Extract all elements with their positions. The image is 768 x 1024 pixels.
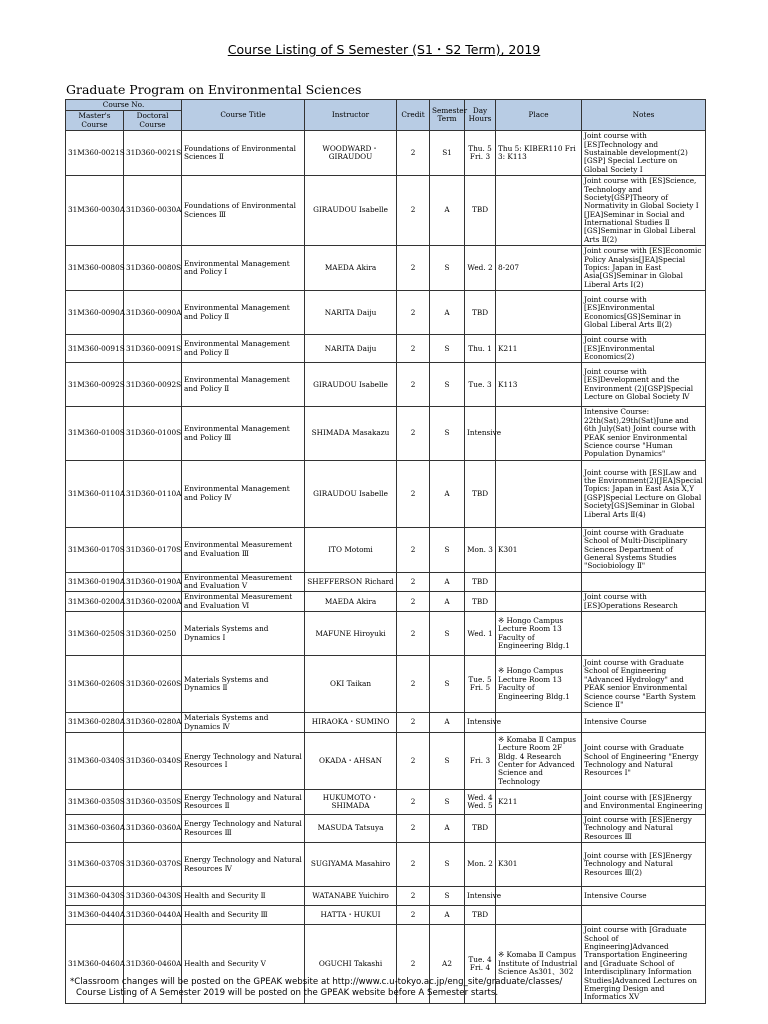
- place-cell: [496, 291, 582, 335]
- header-course-title: Course Title: [182, 100, 305, 131]
- header-notes: Notes: [582, 100, 706, 131]
- page-title: Course Listing of S Semester (S1・S2 Term), 2019: [227, 42, 541, 57]
- master-course-no-cell: 31M360-0350S: [66, 790, 124, 815]
- place-cell: K301: [496, 527, 582, 572]
- semester-term-cell: S: [430, 246, 465, 291]
- notes-cell: Joint course with Graduate School of Engineering "Advanced Hydrology" and PEAK senior Environmental Science course "Earth System Science Ⅱ": [582, 656, 706, 713]
- credit-cell: 2: [397, 612, 430, 656]
- credit-cell: 2: [397, 733, 430, 790]
- place-cell: Thu 5: KIBER110 Fri 3: K113: [496, 131, 582, 176]
- instructor-cell: OKI Taikan: [305, 656, 397, 713]
- table-row: [66, 790, 706, 815]
- course-title-cell: Environmental Measurement and Evaluation Ⅴ: [182, 572, 305, 592]
- semester-term-cell: A2: [430, 925, 465, 1004]
- day-hours-cell: Mon. 2: [465, 843, 496, 887]
- doctoral-course-no-cell: 31D360-0190A: [124, 572, 182, 592]
- course-title-cell: Health and Security Ⅲ: [182, 906, 305, 925]
- table-row: [66, 713, 706, 733]
- instructor-cell: WATANABE Yuichiro: [305, 887, 397, 906]
- course-title-cell: Environmental Measurement and Evaluation Ⅲ: [182, 527, 305, 572]
- day-hours-cell: Wed. 4 Wed. 5: [465, 790, 496, 815]
- place-cell: [496, 407, 582, 460]
- day-hours-cell: TBD: [465, 460, 496, 527]
- place-cell: [496, 887, 582, 906]
- notes-cell: Joint course with [ES]Development and the Environment (2)[GSP]Special Lecture on Global Society Ⅳ: [582, 363, 706, 407]
- table-row: [66, 656, 706, 713]
- table-row: [66, 906, 706, 925]
- notes-cell: Joint course with [ES]Environmental Economics[GS]Seminar in Global Liberal Arts Ⅱ(2): [582, 291, 706, 335]
- table-row: [66, 887, 706, 906]
- table-row: [66, 843, 706, 887]
- table-row: [66, 592, 706, 612]
- day-hours-cell: Tue. 5 Fri. 5: [465, 656, 496, 713]
- notes-cell: [582, 572, 706, 592]
- master-course-no-cell: 31M360-0370S: [66, 843, 124, 887]
- notes-cell: Joint course with [ES]Law and the Environment(2)[JEA]Special Topics: Japan in East Asia X,Y [GSP]Special Lecture on Global Society[GS]Seminar in Global Liberal Arts Ⅱ(4): [582, 460, 706, 527]
- day-hours-cell: Wed. 2: [465, 246, 496, 291]
- table-row: [66, 131, 706, 176]
- course-title-cell: Health and Security Ⅴ: [182, 925, 305, 1004]
- semester-term-cell: S: [430, 843, 465, 887]
- day-hours-cell: Intensive: [465, 887, 496, 906]
- course-title-cell: Health and Security Ⅱ: [182, 887, 305, 906]
- doctoral-course-no-cell: 31D360-0360A: [124, 815, 182, 843]
- place-cell: ※ Hongo Campus Lecture Room 13 Faculty of Engineering Bldg.1: [496, 612, 582, 656]
- semester-term-cell: A: [430, 572, 465, 592]
- semester-term-cell: A: [430, 815, 465, 843]
- day-hours-cell: TBD: [465, 906, 496, 925]
- instructor-cell: OGUCHI Takashi: [305, 925, 397, 1004]
- header-credit: Credit: [397, 100, 430, 131]
- course-title-cell: Environmental Management and Policy Ⅱ: [182, 363, 305, 407]
- notes-cell: Intensive Course: [582, 713, 706, 733]
- instructor-cell: SHIMADA Masakazu: [305, 407, 397, 460]
- master-course-no-cell: 31M360-0440A: [66, 906, 124, 925]
- instructor-cell: GIRAUDOU Isabelle: [305, 460, 397, 527]
- instructor-cell: ITO Motomi: [305, 527, 397, 572]
- course-title-cell: Materials Systems and Dynamics Ⅰ: [182, 612, 305, 656]
- table-row: [66, 291, 706, 335]
- table-row: [66, 407, 706, 460]
- notes-cell: Joint course with Graduate School of Engineering "Energy Technology and Natural Resources Ⅰ": [582, 733, 706, 790]
- doctoral-course-no-cell: 31D360-0370S: [124, 843, 182, 887]
- credit-cell: 2: [397, 407, 430, 460]
- doctoral-course-no-cell: 31D360-0340S: [124, 733, 182, 790]
- table-row: [66, 176, 706, 246]
- master-course-no-cell: 31M360-0110A: [66, 460, 124, 527]
- course-title-cell: Materials Systems and Dynamics Ⅳ: [182, 713, 305, 733]
- instructor-cell: MASUDA Tatsuya: [305, 815, 397, 843]
- course-title-cell: Foundations of Environmental Sciences Ⅱ: [182, 131, 305, 176]
- credit-cell: 2: [397, 363, 430, 407]
- master-course-no-cell: 31M360-0280A: [66, 713, 124, 733]
- header-semester-term: Semester Term: [430, 100, 465, 131]
- doctoral-course-no-cell: 31D360-0080S: [124, 246, 182, 291]
- instructor-cell: OKADA・AHSAN: [305, 733, 397, 790]
- place-cell: ※ Hongo Campus Lecture Room 13 Faculty of Engineering Bldg.1: [496, 656, 582, 713]
- instructor-cell: MAEDA Akira: [305, 246, 397, 291]
- credit-cell: 2: [397, 887, 430, 906]
- semester-term-cell: S: [430, 363, 465, 407]
- notes-cell: Joint course with [ES]Technology and Sustainable development(2)[GSP] Special Lecture on Global Society Ⅰ: [582, 131, 706, 176]
- master-course-no-cell: 31M360-0170S: [66, 527, 124, 572]
- place-cell: K211: [496, 335, 582, 363]
- table-row: [66, 733, 706, 790]
- place-cell: ※ Komaba Ⅱ Campus Institute of Industrial Science As301、302: [496, 925, 582, 1004]
- credit-cell: 2: [397, 572, 430, 592]
- semester-term-cell: A: [430, 176, 465, 246]
- table-row: [66, 815, 706, 843]
- header-doctoral: Doctoral Course: [124, 111, 182, 131]
- table-row: [66, 572, 706, 592]
- course-title-cell: Foundations of Environmental Sciences Ⅲ: [182, 176, 305, 246]
- semester-term-cell: S: [430, 656, 465, 713]
- credit-cell: 2: [397, 176, 430, 246]
- master-course-no-cell: 31M360-0340S: [66, 733, 124, 790]
- place-cell: [496, 592, 582, 612]
- credit-cell: 2: [397, 246, 430, 291]
- table-row: [66, 527, 706, 572]
- footnote: [70, 977, 750, 999]
- doctoral-course-no-cell: 31D360-0092S: [124, 363, 182, 407]
- doctoral-course-no-cell: 31D360-0280A: [124, 713, 182, 733]
- semester-term-cell: S: [430, 733, 465, 790]
- doctoral-course-no-cell: 31D360-0091S: [124, 335, 182, 363]
- semester-term-cell: S: [430, 527, 465, 572]
- day-hours-cell: Tue. 3: [465, 363, 496, 407]
- master-course-no-cell: 31M360-0100S: [66, 407, 124, 460]
- table-row: [66, 363, 706, 407]
- place-cell: [496, 176, 582, 246]
- credit-cell: 2: [397, 713, 430, 733]
- course-title-cell: Materials Systems and Dynamics Ⅱ: [182, 656, 305, 713]
- course-title-cell: Energy Technology and Natural Resources Ⅰ: [182, 733, 305, 790]
- notes-cell: Joint course with [Graduate School of Engineering]Advanced Transportation Engineering and [Graduate School of Interdisciplinary Information Studies]Advanced Lectures on Emerging Design and Informatics XV: [582, 925, 706, 1004]
- day-hours-cell: Intensive: [465, 713, 496, 733]
- doctoral-course-no-cell: 31D360-0430S: [124, 887, 182, 906]
- master-course-no-cell: 31M360-0360A: [66, 815, 124, 843]
- doctoral-course-no-cell: 31D360-0170S: [124, 527, 182, 572]
- master-course-no-cell: 31M360-0030A: [66, 176, 124, 246]
- semester-term-cell: A: [430, 291, 465, 335]
- notes-cell: Joint course with [ES]Economic Policy Analysis[JEA]Special Topics: Japan in East Asia[GS]Seminar in Global Liberal Arts Ⅰ(2): [582, 246, 706, 291]
- header-place: Place: [496, 100, 582, 131]
- day-hours-cell: Wed. 1: [465, 612, 496, 656]
- place-cell: [496, 815, 582, 843]
- master-course-no-cell: 31M360-0200A: [66, 592, 124, 612]
- header-masters: Master's Course: [66, 111, 124, 131]
- course-title-cell: Environmental Management and Policy Ⅰ: [182, 246, 305, 291]
- master-course-no-cell: 31M360-0080S: [66, 246, 124, 291]
- notes-cell: Joint course with [ES]Operations Research: [582, 592, 706, 612]
- day-hours-cell: Intensive: [465, 407, 496, 460]
- semester-term-cell: S: [430, 887, 465, 906]
- doctoral-course-no-cell: 31D360-0250: [124, 612, 182, 656]
- credit-cell: 2: [397, 843, 430, 887]
- place-cell: 8-207: [496, 246, 582, 291]
- instructor-cell: HUKUMOTO・SHIMADA: [305, 790, 397, 815]
- credit-cell: 2: [397, 592, 430, 612]
- semester-term-cell: S: [430, 335, 465, 363]
- place-cell: K301: [496, 843, 582, 887]
- master-course-no-cell: 31M360-0190A: [66, 572, 124, 592]
- doctoral-course-no-cell: 31D360-0090A: [124, 291, 182, 335]
- instructor-cell: MAEDA Akira: [305, 592, 397, 612]
- notes-cell: Joint course with [ES]Energy and Environmental Engineering: [582, 790, 706, 815]
- day-hours-cell: Fri. 3: [465, 733, 496, 790]
- notes-cell: Intensive Course: [582, 887, 706, 906]
- doctoral-course-no-cell: 31D360-0110A: [124, 460, 182, 527]
- day-hours-cell: Thu. 5 Fri. 3: [465, 131, 496, 176]
- course-title-cell: Environmental Measurement and Evaluation Ⅵ: [182, 592, 305, 612]
- footnote-line-1: *Classroom changes will be posted on the GPEAK website at http://www.c.u-tokyo.ac.jp/eng_site/graduate/classes/: [70, 977, 563, 987]
- day-hours-cell: Tue. 4 Fri. 4: [465, 925, 496, 1004]
- header-course-no: Course No.: [66, 100, 182, 111]
- notes-cell: Intensive Course: 22th(Sat),29th(Sat)June and 6th July(Sat) Joint course with PEAK senior Environmental Science course "Human Population Dynamics": [582, 407, 706, 460]
- course-title-cell: Environmental Management and Policy Ⅱ: [182, 291, 305, 335]
- master-course-no-cell: 31M360-0090A: [66, 291, 124, 335]
- semester-term-cell: S1: [430, 131, 465, 176]
- instructor-cell: WOODWARD・GIRAUDOU: [305, 131, 397, 176]
- semester-term-cell: S: [430, 407, 465, 460]
- course-title-cell: Environmental Management and Policy Ⅱ: [182, 335, 305, 363]
- doctoral-course-no-cell: 31D360-0200A: [124, 592, 182, 612]
- doctoral-course-no-cell: 31D360-0030A: [124, 176, 182, 246]
- semester-term-cell: A: [430, 713, 465, 733]
- credit-cell: 2: [397, 131, 430, 176]
- notes-cell: Joint course with Graduate School of Multi-Disciplinary Sciences Department of General Systems Studies "Sociobiology Ⅱ": [582, 527, 706, 572]
- course-title-cell: Environmental Management and Policy Ⅲ: [182, 407, 305, 460]
- day-hours-cell: Thu. 1: [465, 335, 496, 363]
- credit-cell: 2: [397, 527, 430, 572]
- place-cell: [496, 460, 582, 527]
- course-title-cell: Energy Technology and Natural Resources Ⅳ: [182, 843, 305, 887]
- instructor-cell: NARITA Daiju: [305, 335, 397, 363]
- course-title-cell: Energy Technology and Natural Resources Ⅲ: [182, 815, 305, 843]
- master-course-no-cell: 31M360-0430S: [66, 887, 124, 906]
- instructor-cell: SHEFFERSON Richard: [305, 572, 397, 592]
- instructor-cell: GIRAUDOU Isabelle: [305, 176, 397, 246]
- header-day-hours: Day Hours: [465, 100, 496, 131]
- master-course-no-cell: 31M360-0250S: [66, 612, 124, 656]
- credit-cell: 2: [397, 906, 430, 925]
- instructor-cell: GIRAUDOU Isabelle: [305, 363, 397, 407]
- day-hours-cell: Mon. 3: [465, 527, 496, 572]
- place-cell: K211: [496, 790, 582, 815]
- table-row: [66, 246, 706, 291]
- instructor-cell: HIRAOKA・SUMINO: [305, 713, 397, 733]
- credit-cell: 2: [397, 291, 430, 335]
- semester-term-cell: A: [430, 592, 465, 612]
- day-hours-cell: TBD: [465, 815, 496, 843]
- master-course-no-cell: 31M360-0021S: [66, 131, 124, 176]
- notes-cell: Joint course with [ES]Energy Technology and Natural Resources Ⅲ(2): [582, 843, 706, 887]
- place-cell: [496, 713, 582, 733]
- instructor-cell: SUGIYAMA Masahiro: [305, 843, 397, 887]
- table-row: [66, 460, 706, 527]
- credit-cell: 2: [397, 925, 430, 1004]
- master-course-no-cell: 31M360-0260S: [66, 656, 124, 713]
- master-course-no-cell: 31M360-0092S: [66, 363, 124, 407]
- notes-cell: [582, 612, 706, 656]
- notes-cell: [582, 906, 706, 925]
- instructor-cell: MAFUNE Hiroyuki: [305, 612, 397, 656]
- credit-cell: 2: [397, 335, 430, 363]
- place-cell: [496, 906, 582, 925]
- place-cell: ※ Komaba Ⅱ Campus Lecture Room 2F Bldg. 4 Research Center for Advanced Science and Technology: [496, 733, 582, 790]
- day-hours-cell: TBD: [465, 572, 496, 592]
- table-row: [66, 335, 706, 363]
- doctoral-course-no-cell: 31D360-0440A: [124, 906, 182, 925]
- credit-cell: 2: [397, 790, 430, 815]
- table-row: [66, 612, 706, 656]
- notes-cell: Joint course with [ES]Science, Technology and Society[GSP]Theory of Normativity in Global Society Ⅰ [JEA]Seminar in Social and International Studies Ⅱ [GS]Seminar in Global Liberal Arts Ⅱ(2): [582, 176, 706, 246]
- instructor-cell: NARITA Daiju: [305, 291, 397, 335]
- place-cell: K113: [496, 363, 582, 407]
- day-hours-cell: TBD: [465, 176, 496, 246]
- semester-term-cell: S: [430, 612, 465, 656]
- semester-term-cell: A: [430, 460, 465, 527]
- doctoral-course-no-cell: 31D360-0260S: [124, 656, 182, 713]
- course-title-cell: Energy Technology and Natural Resources Ⅱ: [182, 790, 305, 815]
- section-title: Graduate Program on Environmental Sciences: [66, 82, 362, 97]
- credit-cell: 2: [397, 815, 430, 843]
- notes-cell: Joint course with [ES]Environmental Economics(2): [582, 335, 706, 363]
- day-hours-cell: TBD: [465, 592, 496, 612]
- semester-term-cell: S: [430, 790, 465, 815]
- doctoral-course-no-cell: 31D360-0460A: [124, 925, 182, 1004]
- course-title-cell: Environmental Management and Policy Ⅳ: [182, 460, 305, 527]
- header-instructor: Instructor: [305, 100, 397, 131]
- footnote-line-2: Course Listing of A Semester 2019 will be posted on the GPEAK website before A Semester starts.: [76, 988, 499, 999]
- place-cell: [496, 572, 582, 592]
- instructor-cell: HATTA・HUKUI: [305, 906, 397, 925]
- notes-cell: Joint course with [ES]Energy Technology and Natural Resources Ⅲ: [582, 815, 706, 843]
- credit-cell: 2: [397, 656, 430, 713]
- master-course-no-cell: 31M360-0460A: [66, 925, 124, 1004]
- master-course-no-cell: 31M360-0091S: [66, 335, 124, 363]
- semester-term-cell: A: [430, 906, 465, 925]
- course-rows: [66, 131, 706, 1004]
- day-hours-cell: TBD: [465, 291, 496, 335]
- doctoral-course-no-cell: 31D360-0021S: [124, 131, 182, 176]
- course-table: [65, 99, 706, 1004]
- credit-cell: 2: [397, 460, 430, 527]
- doctoral-course-no-cell: 31D360-0100S: [124, 407, 182, 460]
- doctoral-course-no-cell: 31D360-0350S: [124, 790, 182, 815]
